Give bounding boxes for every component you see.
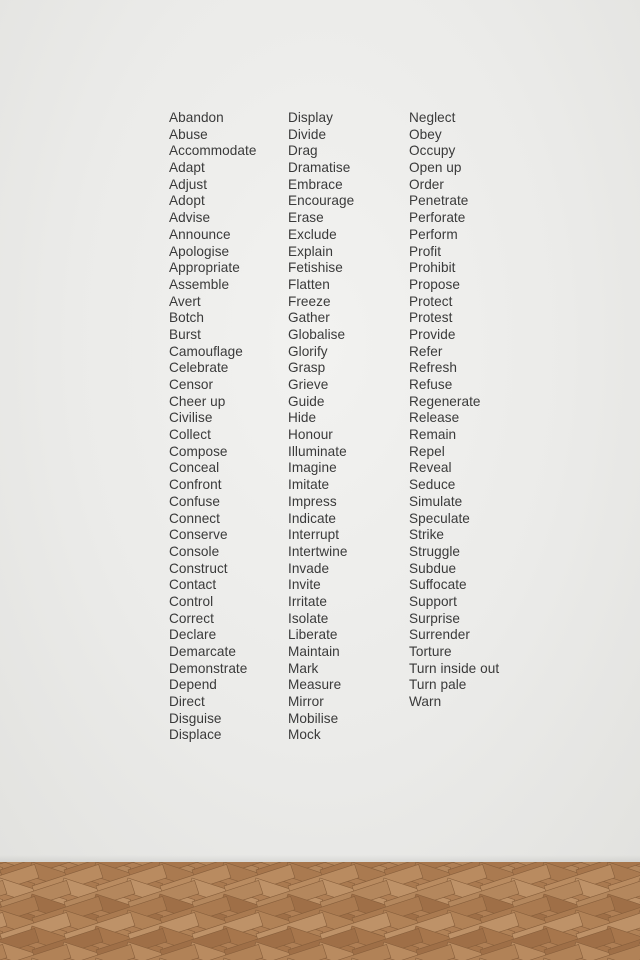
word-item: Protest (409, 310, 453, 326)
word-item: Perform (409, 226, 458, 242)
word-item: Direct (169, 694, 205, 710)
word-item: Camouflage (169, 343, 243, 359)
word-item: Prohibit (409, 260, 456, 276)
word-item: Subdue (409, 560, 457, 576)
word-item: Demarcate (169, 644, 236, 659)
word-item: Censor (169, 377, 214, 392)
word-item: Grieve (288, 377, 329, 392)
word-item: Burst (169, 326, 201, 342)
word-item: Mirror (288, 694, 324, 710)
word-item: Surprise (409, 610, 461, 626)
word-item: Explain (288, 243, 333, 259)
floor-pattern (0, 862, 640, 960)
word-item: Mobilise (288, 710, 339, 726)
word-item: Flatten (288, 276, 330, 292)
word-item: Declare (169, 627, 217, 643)
word-item: Console (169, 543, 220, 559)
word-item: Botch (169, 310, 205, 326)
word-item: Accommodate (169, 143, 257, 159)
word-item: Adjust (169, 176, 208, 192)
word-item: Correct (169, 610, 214, 626)
word-item: Maintain (288, 644, 340, 659)
word-item: Propose (409, 276, 460, 292)
word-item: Imitate (288, 477, 330, 493)
word-item: Conserve (169, 527, 228, 543)
word-item: Gather (288, 310, 330, 326)
word-item: Fetishise (288, 260, 343, 276)
floor-shade (0, 862, 640, 960)
word-item: Invade (288, 560, 330, 576)
word-item: Honour (288, 427, 333, 443)
word-item: Confront (169, 477, 222, 493)
word-item: Abandon (169, 110, 224, 125)
word-item: Collect (169, 427, 211, 443)
word-item: Remain (409, 427, 457, 443)
word-item: Advise (169, 210, 211, 226)
word-item: Warn (409, 694, 442, 710)
word-item: Obey (409, 126, 442, 142)
word-item: Avert (169, 293, 201, 309)
word-item: Displace (169, 727, 222, 743)
word-item: Turn pale (409, 677, 467, 693)
word-item: Globalise (288, 326, 346, 342)
word-item: Perforate (409, 210, 466, 226)
word-item: Embrace (288, 176, 343, 192)
word-item: Appropriate (169, 260, 240, 276)
word-item: Civilise (169, 410, 213, 426)
word-item: Refer (409, 343, 443, 359)
word-item: Liberate (288, 627, 338, 643)
word-item: Grasp (288, 360, 326, 376)
word-item: Apologise (169, 243, 230, 259)
word-item: Illuminate (288, 443, 347, 459)
word-item: Interrupt (288, 527, 340, 543)
word-item: Adapt (169, 160, 205, 176)
word-item: Release (409, 410, 460, 426)
word-item: Torture (409, 644, 452, 659)
word-item: Profit (409, 243, 442, 259)
word-item: Mark (288, 660, 319, 676)
word-item: Invite (288, 577, 321, 593)
word-item: Surrender (409, 627, 470, 643)
word-item: Assemble (169, 276, 230, 292)
herringbone-wood-floor (0, 862, 640, 960)
word-item: Cheer up (169, 393, 226, 409)
word-item: Impress (288, 493, 337, 509)
word-item: Suffocate (409, 577, 467, 593)
word-item: Isolate (288, 610, 329, 626)
word-item: Reveal (409, 460, 452, 476)
word-item: Mock (288, 727, 321, 743)
word-item: Neglect (409, 110, 456, 125)
word-item: Refresh (409, 360, 457, 376)
word-item: Repel (409, 443, 445, 459)
word-item: Intertwine (288, 543, 348, 559)
word-item: Indicate (288, 510, 337, 526)
word-item: Control (169, 593, 214, 609)
word-item: Exclude (288, 226, 337, 242)
word-item: Contact (169, 577, 217, 593)
word-item: Open up (409, 160, 462, 176)
word-item: Glorify (288, 343, 328, 359)
word-item: Turn inside out (409, 660, 500, 676)
word-item: Refuse (409, 377, 453, 392)
word-item: Erase (288, 210, 324, 226)
word-item: Demonstrate (169, 660, 248, 676)
word-column-2 (288, 110, 354, 744)
word-item: Irritate (288, 593, 327, 609)
word-item: Protect (409, 293, 453, 309)
word-item: Measure (288, 677, 342, 693)
word-item: Connect (169, 510, 220, 526)
word-item: Penetrate (409, 193, 469, 209)
word-item: Order (409, 176, 444, 192)
word-item: Construct (169, 560, 228, 576)
word-item: Support (409, 593, 457, 609)
word-item: Compose (169, 443, 228, 459)
word-item: Disguise (169, 710, 222, 726)
word-item: Conceal (169, 460, 220, 476)
word-item: Divide (288, 126, 327, 142)
word-column-1 (169, 110, 256, 744)
word-item: Provide (409, 326, 456, 342)
word-item: Simulate (409, 493, 463, 509)
word-item: Abuse (169, 126, 208, 142)
word-item: Dramatise (288, 160, 351, 176)
word-item: Occupy (409, 143, 456, 159)
word-item: Announce (169, 226, 231, 242)
word-item: Speculate (409, 510, 470, 526)
word-column-3 (409, 110, 499, 711)
word-item: Depend (169, 677, 217, 693)
word-item: Guide (288, 393, 325, 409)
word-item: Adopt (169, 193, 205, 209)
word-item: Freeze (288, 293, 331, 309)
word-item: Celebrate (169, 360, 229, 376)
word-item: Confuse (169, 493, 220, 509)
word-item: Struggle (409, 543, 461, 559)
word-item: Regenerate (409, 393, 481, 409)
word-item: Imagine (288, 460, 337, 476)
word-item: Drag (288, 143, 318, 159)
word-item: Hide (288, 410, 317, 426)
word-item: Strike (409, 527, 445, 543)
word-item: Seduce (409, 477, 456, 493)
word-item: Encourage (288, 193, 355, 209)
word-item: Display (288, 110, 333, 125)
